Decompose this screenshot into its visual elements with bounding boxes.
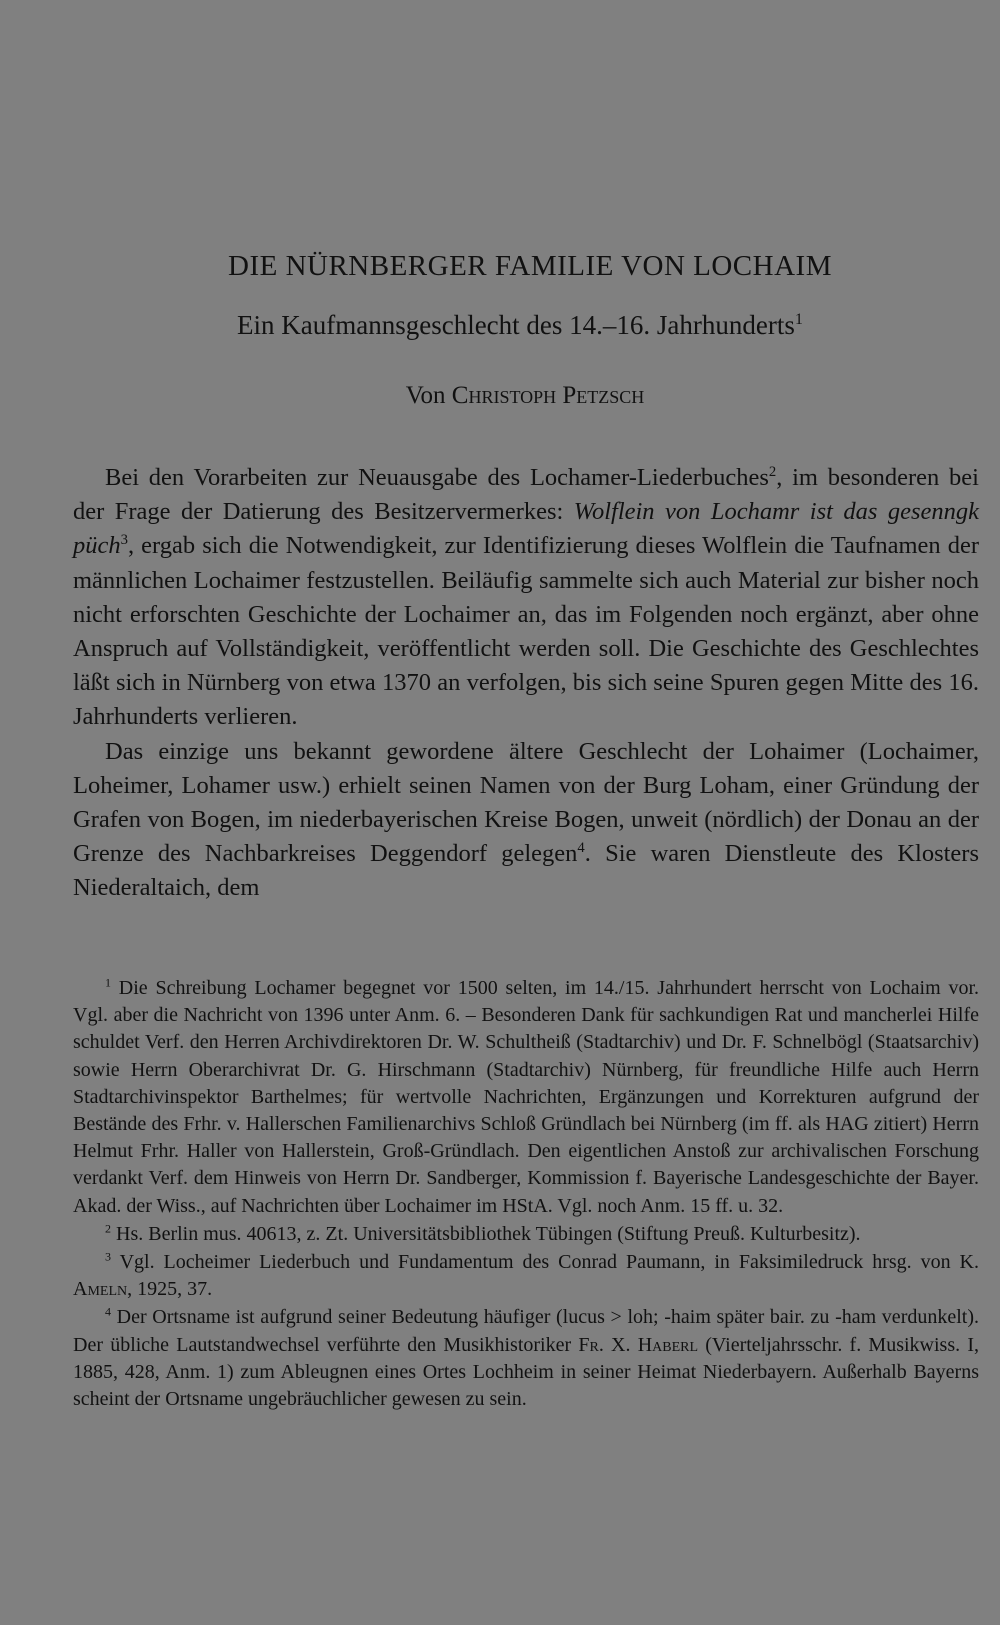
footnote-text: Hs. Berlin mus. 40613, z. Zt. Universitätsbibliothek Tübingen (Stiftung Preuß. Kulturbesitz).	[111, 1222, 861, 1245]
footnote-text: , 1925, 37.	[127, 1278, 213, 1301]
author-prefix: Von	[405, 382, 452, 409]
paragraph-text: Bei den Vorarbeiten zur Neuausgabe des Lochamer-Liederbuches	[105, 464, 769, 491]
subtitle-text: Ein Kaufmannsgeschlecht des 14.–16. Jahrhunderts	[237, 310, 795, 340]
footnote-ref-3[interactable]: 3	[120, 532, 128, 549]
paragraph	[73, 735, 979, 906]
cited-author: Fr. X. Haberl	[578, 1333, 699, 1356]
paragraph-text: . Sie waren Dienstleute des Klosters Niederaltaich, dem	[73, 840, 979, 902]
author-name: Christoph Petzsch	[451, 382, 645, 409]
paragraph-text: , im besonderen bei der Frage der Datierung des Besitzervermerkes:	[73, 464, 979, 526]
footnote-text: Vgl. Locheimer Liederbuch und Fundamentum des Conrad Paumann, in Faksimiledruck hrsg. von K.	[111, 1251, 979, 1274]
author-line	[0, 382, 1000, 410]
footnote-ref-4[interactable]: 4	[577, 840, 585, 857]
footnote-text: Die Schreibung Lochamer begegnet vor 1500 selten, im 14./15. Jahrhundert herrscht von Lochaim vor. Vgl. aber die Nachricht von 1396 unter Anm. 6. – Besonderen Dank für sachkundigen Rat und mancherlei Hilfe schuldet Verf. den Herren Archivdirektoren Dr. W. Schultheiß (Stadtarchiv) und Dr. F. Schnelbögl (Staatsarchiv) sowie Herrn Oberarchivrat Dr. G. Hirschmann (Stadtarchiv) Nürnberg, für freundliche Hilfe auch Herrn Stadtarchivinspektor Barthelmes; für wertvolle Nachrichten, Ergänzungen und Korrekturen aufgrund der Bestände des Frhr. v. Hallerschen Familienarchivs Schloß Gründlach bei Nürnberg (im ff. als HAG zitiert) Herrn Helmut Frhr. Haller von Hallerstein, Groß-Gründlach. Den eigentlichen Anstoß zur archivalischen Forschung verdankt Verf. dem Hinweis von Herrn Dr. Sandberger, Kommission f. Bayerische Landesgeschichte der Bayer. Akad. der Wiss., auf Nachrichten über Lochaimer im HStA. Vgl. noch Anm. 15 ff. u. 32.	[73, 977, 979, 1217]
quoted-inscription: Wolflein von Lochamr ist das gesenngk püch	[73, 498, 980, 560]
footnote-2	[73, 1221, 979, 1248]
article-title: DIE NÜRNBERGER FAMILIE VON LOCHAIM	[228, 250, 832, 282]
paragraph-text: , ergab sich die Notwendigkeit, zur Identifizierung dieses Wolflein die Taufnamen der männlichen Lochaimer festzustellen. Beiläufig sammelte sich auch Material zur bisher noch nicht erforschten Geschichte der Lochaimer an, das im Folgenden noch ergänzt, aber ohne Anspruch auf Vollständigkeit, veröffentlicht werden soll. Die Geschichte des Geschlechtes läßt sich in Nürnberg von etwa 1370 an verfolgen, bis sich seine Spuren gegen Mitte des 16. Jahrhunderts verlieren.	[73, 532, 979, 731]
footnote-ref-1[interactable]: 1	[794, 310, 803, 328]
paragraph	[73, 461, 979, 735]
footnote-text: Der Ortsname ist aufgrund seiner Bedeutung häufiger (lucus > loh; -haim später bair. zu -ham verdunkelt). Der übliche Lautstandwechsel verführte den Musikhistoriker	[73, 1306, 979, 1356]
cited-author: Ameln	[73, 1278, 128, 1301]
footnote-1	[73, 975, 979, 1220]
footnote-ref-2[interactable]: 2	[768, 463, 777, 480]
footnote-number: 1	[105, 975, 111, 990]
footnote-4	[73, 1304, 979, 1413]
footnote-text: (Vierteljahrsschr. f. Musikwiss. I, 1885, 428, Anm. 1) zum Ableugnen eines Ortes Lochheim in seiner Heimat Niederbayern. Außerhalb Bayerns scheint der Ortsname ungebräuchlicher gewesen zu sein.	[73, 1333, 979, 1411]
body-text	[73, 461, 979, 906]
footnote-3	[73, 1249, 979, 1303]
footnotes	[73, 975, 979, 1414]
paragraph-text: Das einzige uns bekannt gewordene ältere Geschlecht der Lohaimer (Lochaimer, Loheimer, Lohamer usw.) erhielt seinen Namen von der Burg Loham, einer Gründung der Grafen von Bogen, im niederbayerischen Kreise Bogen, unweit (nördlich) der Donau an der Grenze des Nachbarkreises Deggendorf gelegen	[73, 737, 979, 868]
footnote-number: 4	[105, 1304, 111, 1319]
article-subtitle	[0, 310, 1000, 341]
footnote-number: 2	[105, 1221, 111, 1236]
footnote-number: 3	[105, 1249, 111, 1264]
